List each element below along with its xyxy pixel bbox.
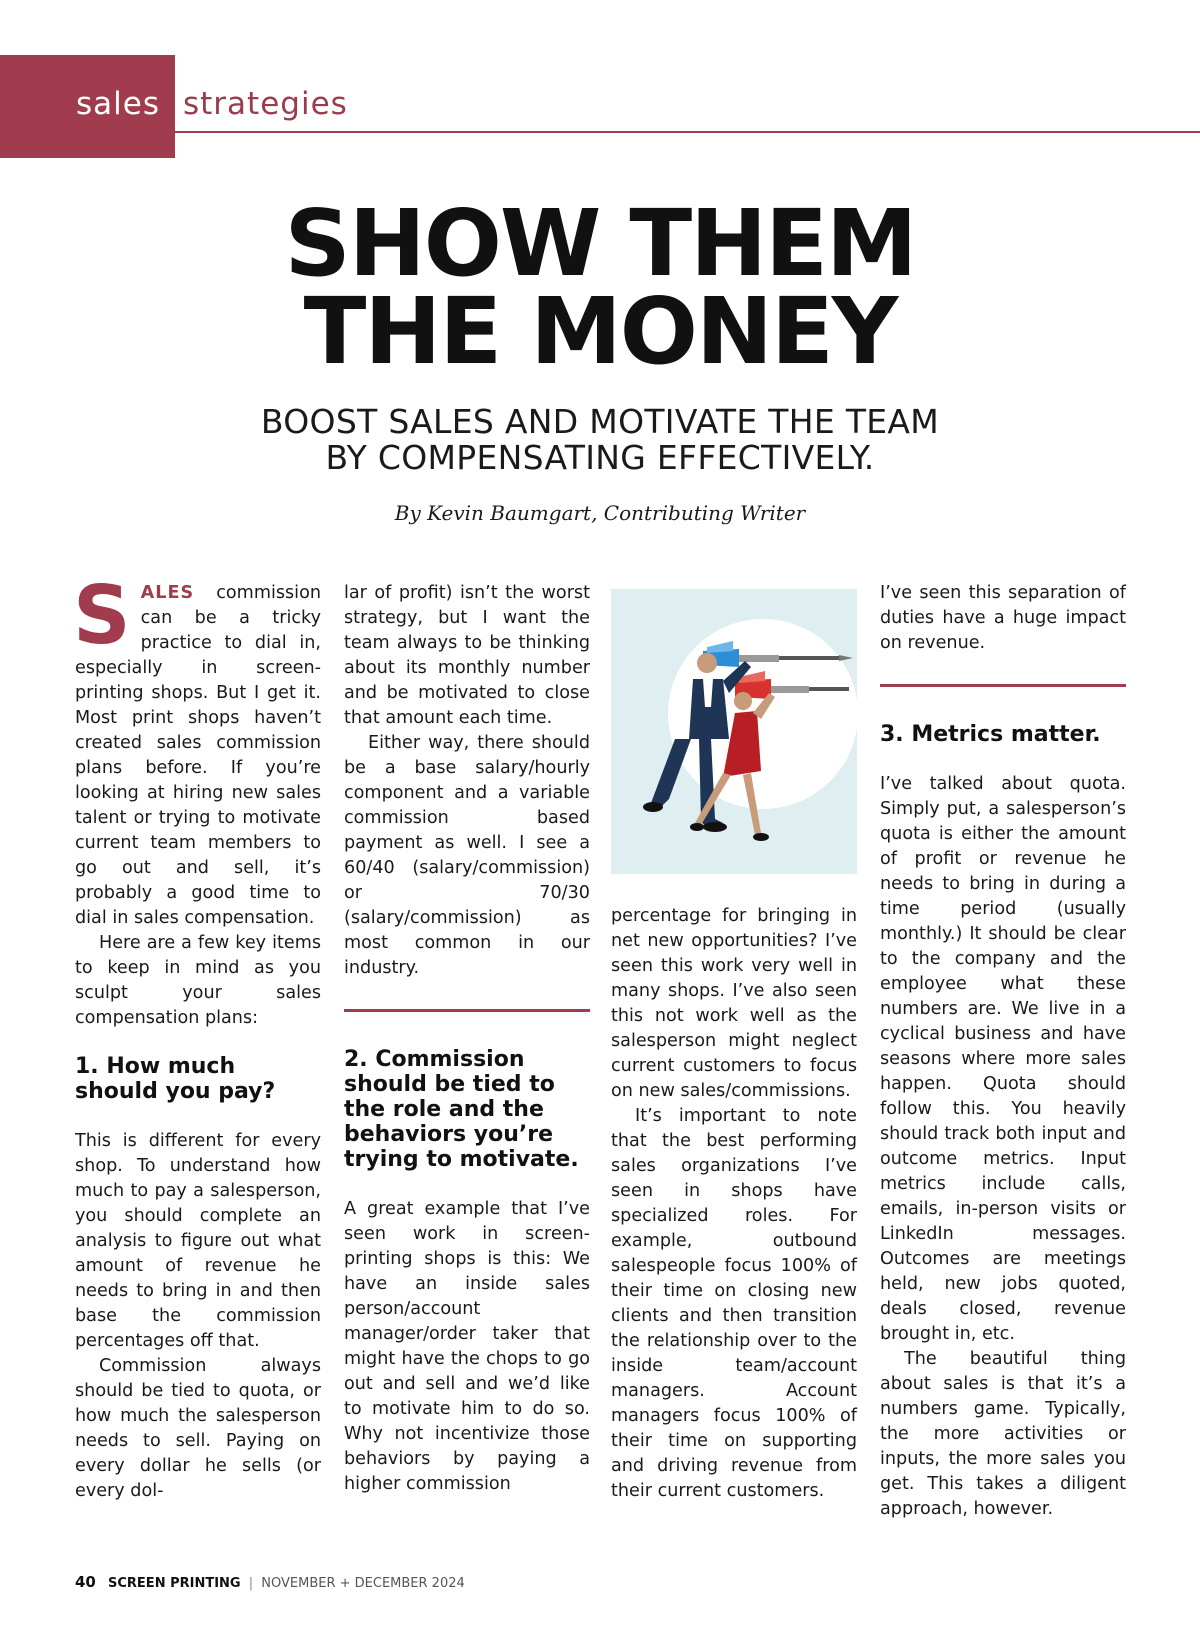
subhead-3: 3. Metrics matter. (880, 722, 1101, 747)
paragraph: percentage for bringing in net new opportunities? I’ve seen this work very well in many shops. I’ve also seen this not work well as the salesperson might neglect current customers to focus on new sales/commissions. (611, 906, 857, 1101)
paragraph: I’ve talked about quota. Simply put, a salesperson’s quota is either the amount of profit or revenue he needs to bring in during a time period (usually monthly.) It should be clear to the company and the employee what these numbers are. We live in a cyclical business and have seasons where more sales happen. Quota should follow this. You heavily should track both input and outcome metrics. Input metrics include calls, emails, in-person visits or LinkedIn messages. Outcomes are meetings held, new jobs quoted, deals closed, revenue brought in, etc. (880, 774, 1126, 1344)
section-label-strategies: strategies (183, 86, 348, 122)
headline-line-2: THE MONEY (303, 278, 897, 385)
paragraph: Either way, there should be a base salary/hourly component and a variable commission based payment as well. I see a 60/40 (salary/commission) or 70/30 (salary/commission) as most common in our industry. (344, 733, 590, 978)
paragraph: The beautiful thing about sales is that it’s a numbers game. Typically, the more activities or inputs, the more sales you get. This takes a diligent approach, however. (880, 1349, 1126, 1519)
paragraph: lar of profit) isn’t the worst strategy, but I want the team always to be thinking about its monthly number and be motivated to close that amount each time. (344, 583, 590, 728)
deck-line-1: BOOST SALES AND MOTIVATE THE TEAM (260, 402, 940, 441)
paragraph: Commission always should be tied to quota, or how much the salesperson needs to sell. Paying on every dollar he sells (or every dol- (75, 1356, 321, 1501)
byline: By Kevin Baumgart, Contributing Writer (394, 501, 806, 525)
paragraph: Here are a few key items to keep in mind as you sculpt your sales compensation plans: (75, 933, 321, 1028)
paragraph: A great example that I’ve seen work in screen-printing shops is this: We have an inside sales person/account manager/order taker that might have the chops to go out and sell and we’d like to motivate him to do so. Why not incentivize those behaviors by paying a higher commission (344, 1199, 590, 1494)
column-3 (611, 904, 857, 1504)
section-label-sales: sales (76, 86, 160, 122)
section-divider (880, 684, 1126, 687)
paragraph-intro (73, 569, 321, 931)
paragraph: I’ve seen this separation of duties have a huge impact on revenue. (880, 583, 1126, 653)
paragraph: This is different for every shop. To understand how much to pay a salesperson, you should complete an analysis to figure out what amount of revenue he needs to bring in and then base the commission percentages off that. (75, 1131, 321, 1351)
section-rule (175, 131, 1200, 133)
column-2 (344, 581, 590, 1497)
darts-illustration (611, 589, 857, 874)
column-1 (73, 569, 321, 1504)
deck (0, 404, 1200, 476)
magazine-name: SCREEN PRINTING (108, 1576, 241, 1591)
page-footer (75, 1573, 465, 1591)
intro-text: commission can be a tricky practice to dial in, especially in screen-printing shops. But I get it. Most print shops haven’t created sales commission plans before. If you’re looking at hiring new sales talent or trying to motivate current team members to go out and sell, it’s probably a good time to dial in sales compensation. (75, 583, 321, 928)
drop-cap: S (73, 569, 131, 662)
issue-date: NOVEMBER + DECEMBER 2024 (261, 1576, 465, 1591)
section-divider (344, 1009, 590, 1012)
headline (0, 190, 1200, 385)
column-4 (880, 581, 1126, 1522)
article-photo (611, 589, 857, 874)
deck-line-2: BY COMPENSATING EFFECTIVELY. (325, 438, 875, 477)
subhead-2: 2. Commission should be tied to the role and the behaviors you’re trying to motivate. (344, 1047, 579, 1172)
subhead-1: 1. How much should you pay? (75, 1054, 276, 1104)
lead-in-caps: ALES (140, 583, 195, 603)
paragraph: It’s important to note that the best performing sales organizations I’ve seen in shops have specialized roles. For example, outbound salespeople focus 100% of their time on closing new clients and then transition the relationship over to the inside team/account managers. Account managers focus 100% of their time on supporting and driving revenue from their current customers. (611, 1106, 857, 1501)
page-number: 40 (75, 1573, 96, 1591)
headline-line-1: SHOW THEM (284, 190, 916, 297)
footer-separator: | (248, 1576, 254, 1591)
